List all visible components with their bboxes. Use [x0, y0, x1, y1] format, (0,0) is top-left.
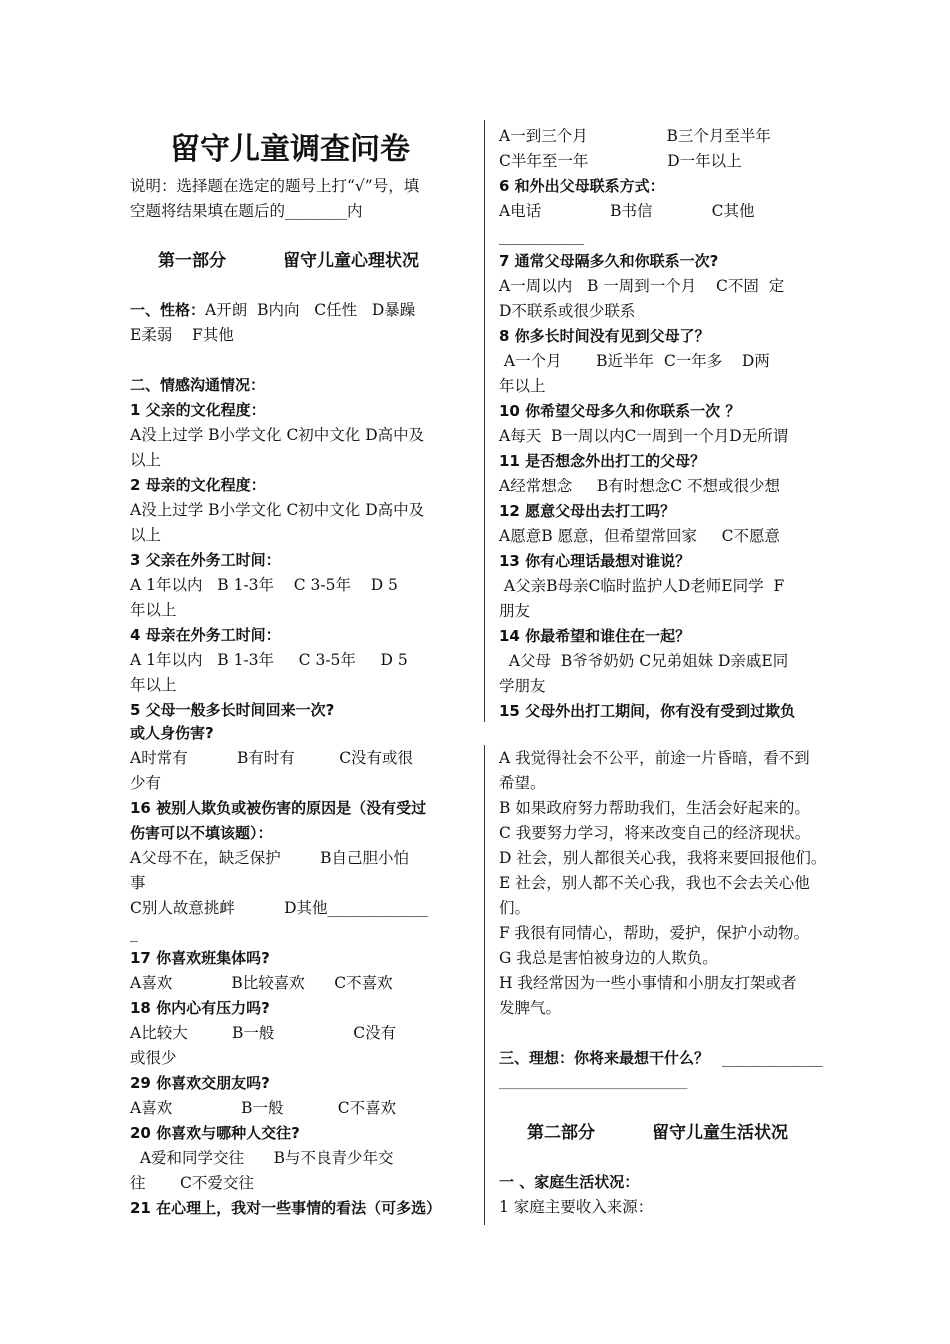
- left-line: A没上过学 B小学文化 C初中文化 D高中及: [130, 426, 425, 444]
- left-bottom-line: 16 被别人欺负或被伤害的原因是（没有受过: [130, 799, 427, 817]
- left-line: 4 母亲在外务工时间：: [130, 626, 281, 644]
- right-line: 13 你有心理话最想对谁说？: [499, 552, 691, 570]
- left-bottom-line: _: [130, 924, 138, 942]
- right-bottom-line: H 我经常因为一些小事情和小朋友打架或者: [499, 974, 797, 992]
- left-line: 年以上: [130, 676, 177, 694]
- right-line: 朋友: [499, 602, 531, 620]
- right-line: 6 和外出父母联系方式：: [499, 177, 665, 195]
- right-bottom-line: 们。: [499, 899, 531, 917]
- left-line: 以上: [130, 526, 162, 544]
- right-line: A经常想念 B有时想念C 不想或很少想: [499, 477, 781, 495]
- left-line: 二、情感沟通情况：: [130, 376, 266, 394]
- column-divider-bottom: [484, 745, 485, 1225]
- right-line: A父亲B母亲C临时监护人D老师E同学 F: [499, 577, 785, 595]
- left-line: 5 父母一般多长时间回来一次?: [130, 701, 335, 719]
- right-line: A电话 B书信 C其他: [499, 202, 755, 220]
- right-bottom-line: F 我很有同情心，帮助，爱护，保护小动物。: [499, 924, 810, 942]
- intro-line-2: 空题将结果填在题后的________内: [130, 202, 363, 220]
- left-bottom-line: A时常有 B有时有 C没有或很: [130, 749, 414, 767]
- left-bottom-line: 或人身伤害?: [130, 724, 214, 742]
- right-line: A愿意B 愿意，但希望常回家 C不愿意: [499, 527, 781, 545]
- left-line: [130, 300, 415, 320]
- right-bottom-line: D 社会，别人都很关心我，我将来要回报他们。: [499, 849, 827, 867]
- left-line: 年以上: [130, 601, 177, 619]
- ideal-question: 三、理想：你将来最想干什么？: [499, 1049, 710, 1067]
- left-bottom-line: 事: [130, 874, 146, 892]
- life-heading: 一 、家庭生活状况：: [499, 1173, 640, 1191]
- intro-line-1: 说明：选择题在选定的题号上打“√”号，填: [130, 177, 420, 195]
- left-line: A没上过学 B小学文化 C初中文化 D高中及: [130, 501, 425, 519]
- right-line: A每天 B一周以内C一周到一个月D无所谓: [499, 427, 789, 445]
- left-bottom-line: 21 在心理上，我对一些事情的看法（可多选）: [130, 1199, 442, 1217]
- left-bottom-line: 往 C不爱交往: [130, 1174, 254, 1192]
- right-line: 8 你多长时间没有见到父母了？: [499, 327, 710, 345]
- right-line: 10 你希望父母多久和你联系一次 ？: [499, 402, 741, 420]
- right-bottom-line: B 如果政府努力帮助我们，生活会好起来的。: [499, 799, 810, 817]
- left-line: E柔弱 F其他: [130, 326, 234, 344]
- right-bottom-line: 发脾气。: [499, 999, 562, 1017]
- left-bottom-line: A父母不在，缺乏保护 B自己胆小怕: [130, 849, 410, 867]
- right-line: 12 愿意父母出去打工吗？: [499, 502, 676, 520]
- part1-label: 第一部分: [158, 251, 226, 271]
- left-bottom-line: A比较大 B一般 C没有: [130, 1024, 397, 1042]
- left-line: A 1年以内 B 1-3年 C 3-5年 D 5: [130, 576, 398, 594]
- right-line: 14 你最希望和谁住在一起？: [499, 627, 691, 645]
- left-bottom-line: 或很少: [130, 1049, 177, 1067]
- right-line: 15 父母外出打工期间，你有没有受到过欺负: [499, 702, 796, 720]
- left-line: 以上: [130, 451, 162, 469]
- left-bottom-line: 伤害可以不填该题）：: [130, 824, 273, 842]
- right-bottom-line: 希望。: [499, 774, 546, 792]
- part1-name: 留守儿童心理状况: [283, 251, 419, 271]
- left-bottom-line: A爱和同学交往 B与不良青少年交: [130, 1149, 394, 1167]
- left-bottom-line: 18 你内心有压力吗?: [130, 999, 270, 1017]
- left-bottom-line: A喜欢 B一般 C不喜欢: [130, 1099, 397, 1117]
- right-line: 学朋友: [499, 677, 546, 695]
- life-question-1: 1 家庭主要收入来源：: [499, 1198, 654, 1216]
- column-divider-top: [484, 120, 485, 722]
- part2-name: 留守儿童生活状况: [652, 1123, 788, 1143]
- right-line: 11 是否想念外出打工的父母？: [499, 452, 706, 470]
- left-line: A 1年以内 B 1-3年 C 3-5年 D 5: [130, 651, 408, 669]
- left-bottom-line: A喜欢 B比较喜欢 C不喜欢: [130, 974, 393, 992]
- right-bottom-line: E 社会，别人都不关心我，我也不会去关心他: [499, 874, 810, 892]
- right-bottom-line: A 我觉得社会不公平，前途一片昏暗，看不到: [499, 749, 810, 767]
- left-bottom-line: 29 你喜欢交朋友吗?: [130, 1074, 270, 1092]
- right-bottom-line: C 我要努力学习，将来改变自己的经济现状。: [499, 824, 811, 842]
- left-line: 1 父亲的文化程度：: [130, 401, 266, 419]
- left-bottom-line: C别人故意挑衅 D其他_____________: [130, 899, 429, 917]
- right-line: ___________: [499, 227, 585, 245]
- ideal-blank-2: _____________________________: [499, 1075, 688, 1090]
- left-line: 2 母亲的文化程度：: [130, 476, 266, 494]
- left-bottom-line: 20 你喜欢与哪种人交往?: [130, 1124, 300, 1142]
- ideal-blank: _____________: [722, 1049, 823, 1067]
- right-bottom-line: G 我总是害怕被身边的人欺负。: [499, 949, 718, 967]
- left-rest: A开朗 B内向 C任性 D暴躁: [205, 301, 416, 319]
- left-bottom-line: 少有: [130, 774, 162, 792]
- right-line: A一个月 B近半年 C一年多 D两: [499, 352, 770, 370]
- left-bottom-line: 17 你喜欢班集体吗?: [130, 949, 270, 967]
- right-line: A一周以内 B 一周到一个月 C不固 定: [499, 277, 785, 295]
- left-line: 3 父亲在外务工时间：: [130, 551, 281, 569]
- page-title: 留守儿童调查问卷: [170, 132, 410, 167]
- right-line: D不联系或很少联系: [499, 302, 636, 320]
- part2-label: 第二部分: [527, 1123, 595, 1143]
- left-bold-prefix: 一、性格：: [130, 301, 206, 319]
- right-line: C半年至一年 D一年以上: [499, 152, 742, 170]
- right-line: A一到三个月 B三个月至半年: [499, 127, 771, 145]
- right-line: A父母 B爷爷奶奶 C兄弟姐妹 D亲戚E同: [499, 652, 789, 670]
- right-line: 年以上: [499, 377, 546, 395]
- right-line: 7 通常父母隔多久和你联系一次?: [499, 252, 719, 270]
